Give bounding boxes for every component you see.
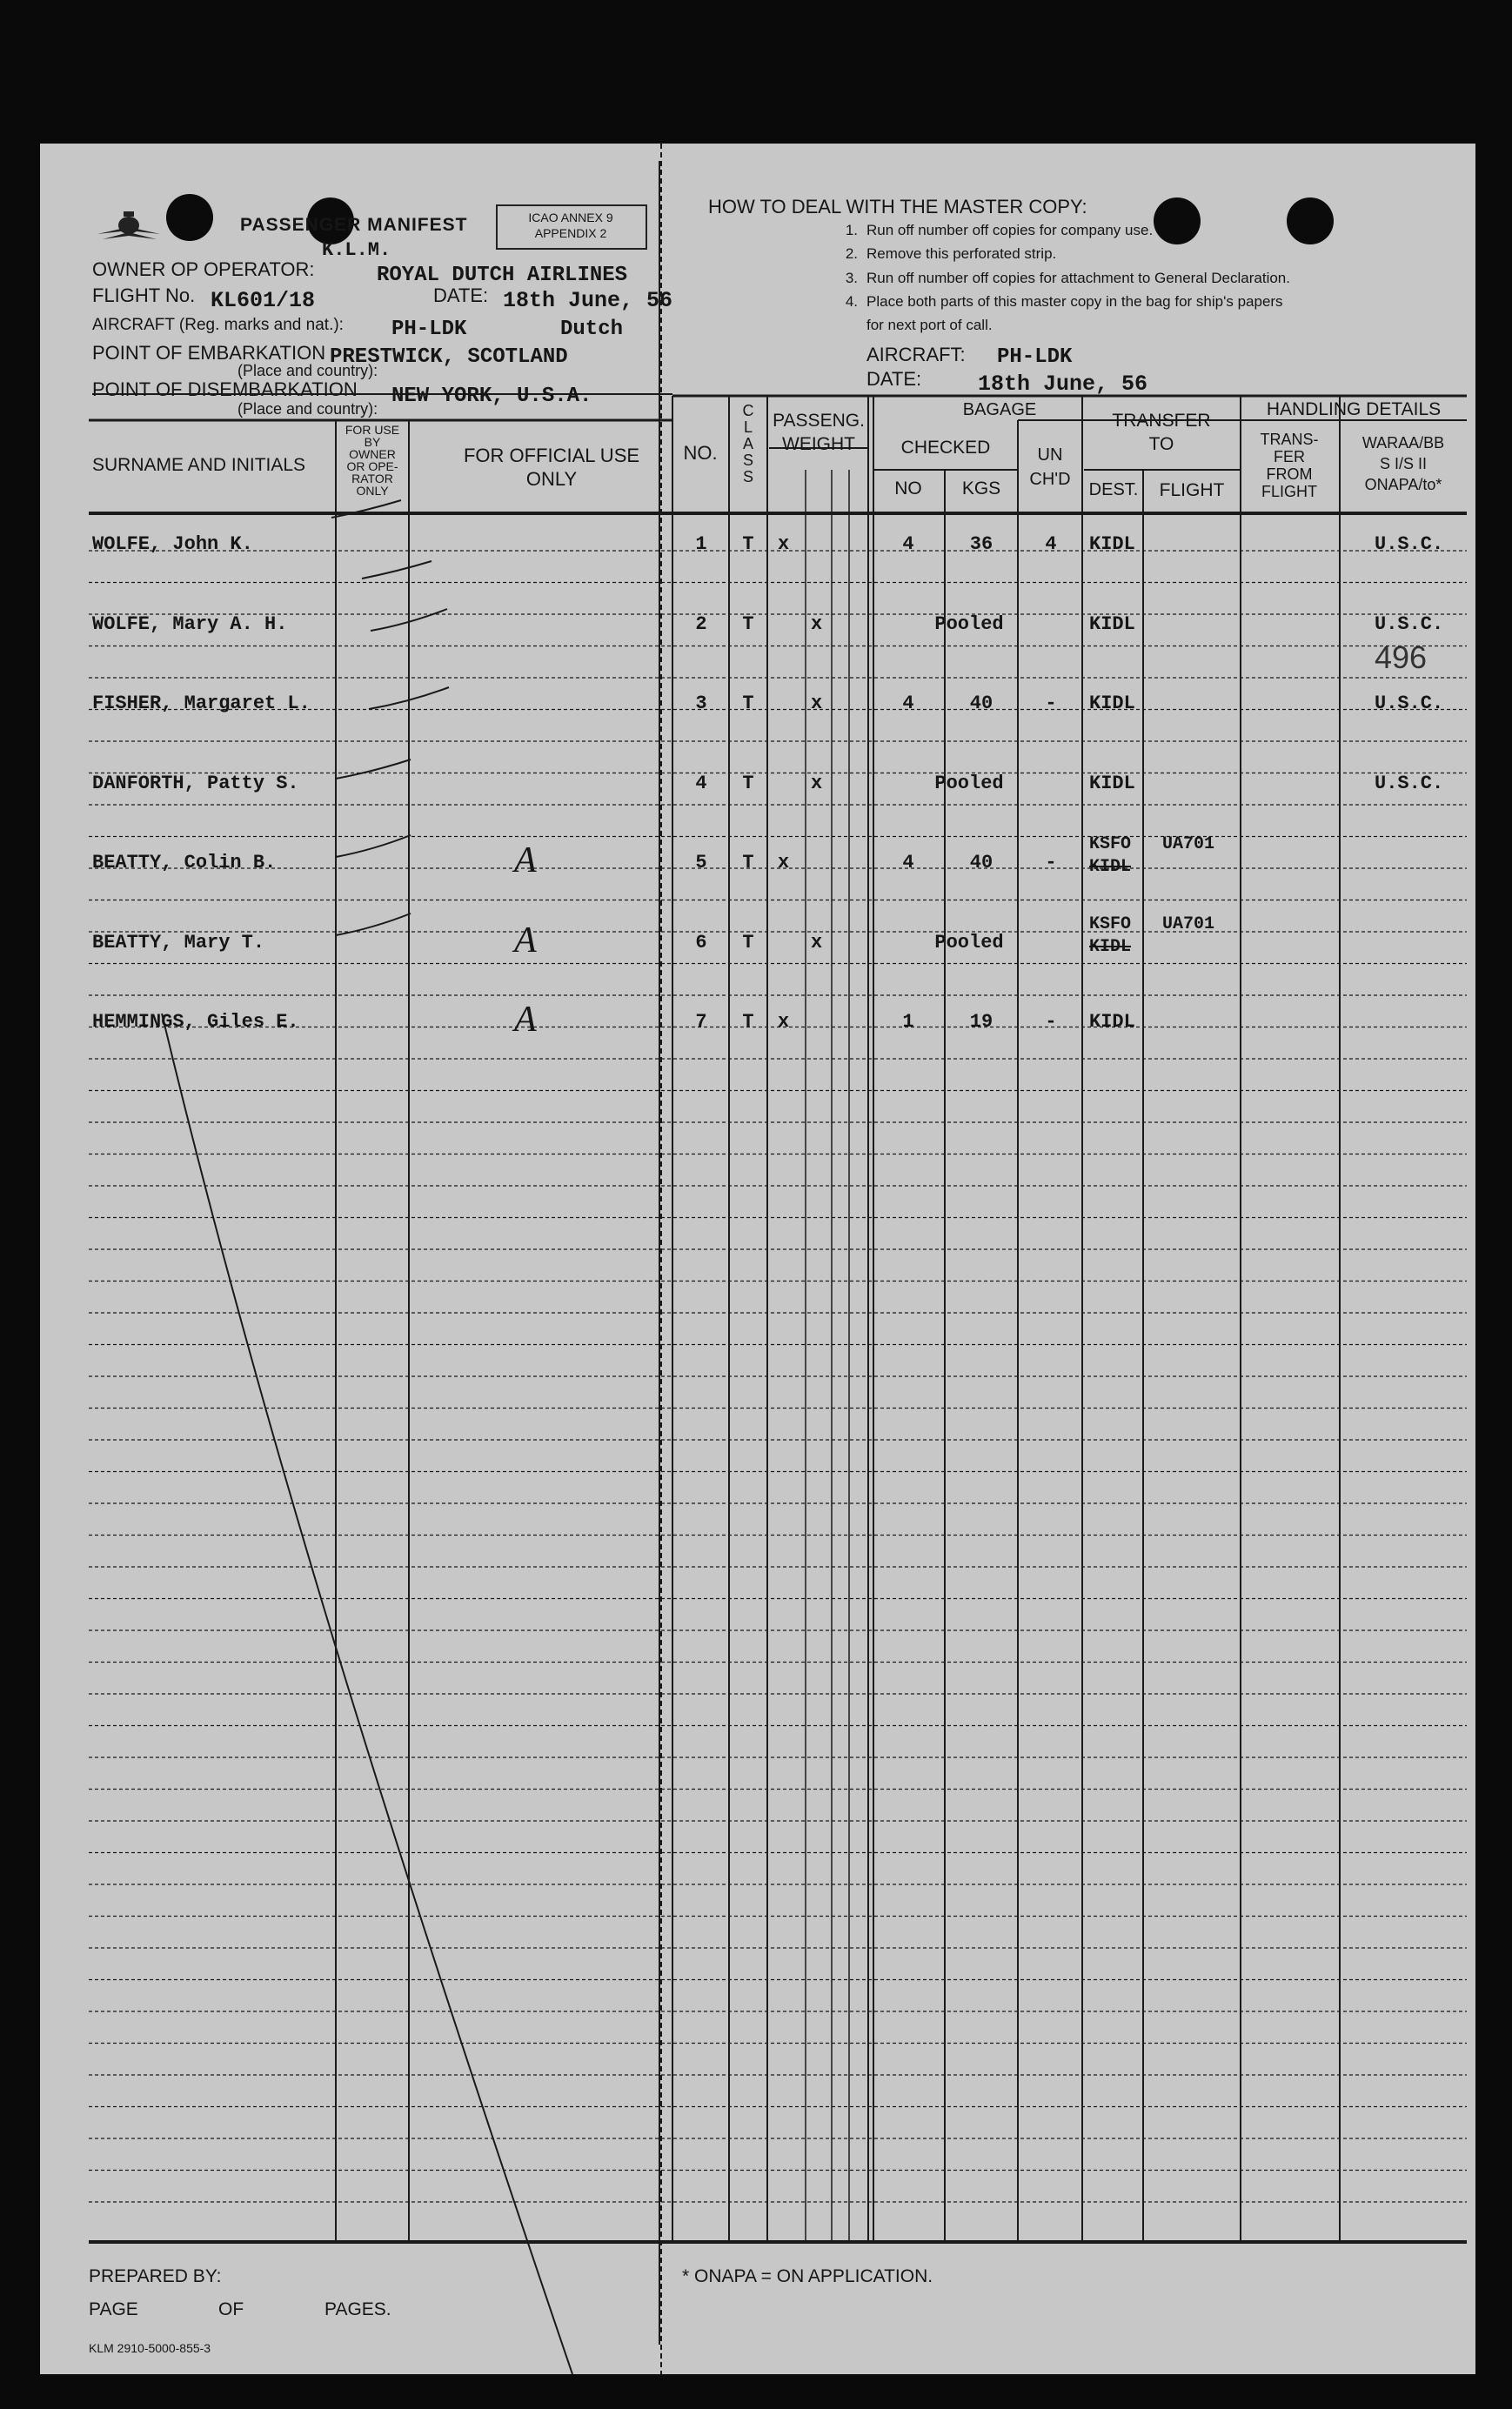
baggage-count: 4 (902, 533, 914, 555)
baggage-pooled: Pooled (934, 772, 1004, 794)
passenger-name: WOLFE, Mary A. H. (92, 612, 288, 635)
passenger-class: T (742, 852, 754, 873)
of-label: OF (218, 2299, 244, 2319)
baggage-unchecked: - (1045, 1011, 1057, 1033)
manifest-page (40, 144, 1475, 2374)
col-flight: FLIGHT (1159, 480, 1225, 500)
form-title: PASSENGER MANIFEST (240, 215, 468, 235)
passenger-number: 5 (695, 852, 707, 873)
aircraft-nationality: Dutch (560, 318, 624, 341)
operator-short: K.L.M. (322, 239, 391, 261)
icao-appendix: APPENDIX 2 (534, 226, 607, 240)
passenger-name: BEATTY, Mary T. (92, 931, 265, 954)
passenger-number: 1 (695, 533, 707, 555)
passenger-name: FISHER, Margaret L. (92, 693, 311, 714)
baggage-unchecked: 4 (1045, 533, 1057, 555)
baggage-kgs: 40 (969, 693, 994, 714)
baggage-kgs: 19 (969, 1011, 994, 1033)
instruction-text: for next port of call. (866, 317, 993, 333)
handling-code: U.S.C. (1375, 693, 1444, 714)
date-label: DATE: (433, 284, 489, 306)
passenger-number: 7 (695, 1011, 707, 1033)
icao-annex: ICAO ANNEX 9 (528, 211, 613, 224)
transfer-destination: KSFO (1089, 834, 1132, 854)
transfer-destination-struck: KIDL (1089, 936, 1132, 957)
baggage-kgs: 40 (969, 852, 994, 873)
punch-hole (1287, 197, 1334, 244)
handwritten-tick (336, 760, 411, 779)
instruction-text: Place both parts of this master copy in the bag for ship's papers (866, 293, 1283, 310)
punch-hole (1154, 197, 1201, 244)
col-waraa: WARAA/BB S I/S II ONAPA/to* (1361, 434, 1445, 493)
instr-date-value: 18th June, 56 (978, 371, 1148, 397)
passenger-class: T (742, 612, 754, 635)
embark-label: POINT OF EMBARKATION (92, 342, 326, 364)
baggage-count: 1 (902, 1011, 914, 1033)
transfer-destination-struck: KIDL (1089, 857, 1132, 877)
col-pass-weight: PASSENG. WEIGHT (773, 411, 865, 454)
passenger-class: T (742, 693, 754, 714)
col-trans-from: TRANS- FER FROM FLIGHT (1260, 431, 1319, 500)
instruction-number: 4. (845, 293, 858, 310)
baggage-pooled: Pooled (934, 612, 1004, 635)
weight-mark: x (811, 612, 823, 635)
handwritten-note-496: 496 (1375, 639, 1428, 675)
passenger-class: T (742, 533, 754, 555)
transfer-flight: UA701 (1162, 913, 1215, 934)
punch-hole (166, 194, 213, 241)
weight-mark: x (778, 852, 790, 873)
col-checked-no: NO (894, 478, 922, 499)
col-no: NO. (683, 442, 718, 464)
aircraft-label: AIRCRAFT (Reg. marks and nat.): (92, 316, 344, 334)
baggage-pooled: Pooled (934, 931, 1004, 954)
transfer-destination: KIDL (1089, 772, 1135, 794)
baggage-count: 4 (902, 852, 914, 873)
col-surname: SURNAME AND INITIALS (92, 455, 306, 475)
passenger-name: WOLFE, John K. (92, 533, 253, 555)
instr-aircraft-value: PH-LDK (997, 345, 1073, 369)
col-handling: HANDLING DETAILS (1266, 399, 1442, 419)
page-label: PAGE (89, 2299, 138, 2319)
passenger-class: T (742, 931, 754, 954)
transfer-destination: KIDL (1089, 612, 1135, 635)
col-for-use: FOR USE BY OWNER OR OPE- RATOR ONLY (345, 423, 400, 498)
embark-value: PRESTWICK, SCOTLAND (330, 345, 568, 369)
handling-code: U.S.C. (1375, 533, 1444, 555)
form-number: KLM 2910-5000-855-3 (89, 2341, 211, 2355)
flight-label: FLIGHT No. (92, 284, 196, 306)
owner-label: OWNER OP OPERATOR: (92, 258, 315, 280)
weight-mark: x (811, 772, 823, 794)
baggage-kgs: 36 (969, 533, 994, 555)
baggage-count: 4 (902, 693, 914, 714)
col-unchd: UN CH'D (1029, 445, 1071, 489)
passenger-number: 3 (695, 693, 707, 714)
instr-date-label: DATE: (866, 368, 922, 390)
instruction-text: Run off number off copies for attachment to General Declaration. (866, 270, 1290, 286)
handling-code: U.S.C. (1375, 612, 1444, 635)
handwritten-tick (362, 561, 432, 579)
passenger-class: T (742, 772, 754, 794)
transfer-destination: KIDL (1089, 1011, 1135, 1033)
passenger-name: BEATTY, Colin B. (92, 852, 277, 873)
instruction-number: 2. (845, 245, 858, 262)
col-class: C L A S S (742, 402, 754, 485)
instruction-text: Remove this perforated strip. (866, 245, 1057, 262)
instructions-title: HOW TO DEAL WITH THE MASTER COPY: (708, 196, 1087, 217)
instr-aircraft-label: AIRCRAFT: (866, 344, 966, 365)
col-dest: DEST. (1088, 480, 1139, 499)
aircraft-value: PH-LDK (391, 318, 467, 341)
official-mark: A (514, 1000, 537, 1040)
flight-value: KL601/18 (211, 288, 316, 313)
weight-mark: x (778, 533, 790, 555)
official-mark: A (514, 920, 537, 960)
instruction-text: Run off number off copies for company use. (866, 222, 1154, 238)
disembark-value: NEW YORK, U.S.A. (391, 385, 592, 408)
passenger-name: HEMMINGS, Giles E. (92, 1011, 299, 1033)
disembark-label: POINT OF DISEMBARKATION (92, 378, 358, 400)
pages-label: PAGES. (324, 2299, 391, 2319)
passenger-number: 4 (695, 772, 707, 794)
passenger-number: 6 (695, 931, 707, 954)
date-value: 18th June, 56 (503, 288, 673, 313)
baggage-unchecked: - (1045, 693, 1057, 714)
col-transfer: TRANSFER TO (1112, 411, 1211, 454)
transfer-destination: KSFO (1089, 913, 1132, 934)
transfer-destination: KIDL (1089, 533, 1135, 555)
embark-place-label: (Place and country): (238, 362, 378, 379)
transfer-flight: UA701 (1162, 834, 1215, 854)
weight-mark: x (811, 693, 823, 714)
passenger-name: DANFORTH, Patty S. (92, 772, 299, 794)
prepared-by-label: PREPARED BY: (89, 2266, 222, 2286)
disembark-place-label: (Place and country): (238, 400, 378, 418)
instruction-number: 1. (845, 222, 858, 238)
transfer-destination: KIDL (1089, 693, 1135, 714)
instruction-number: 3. (845, 270, 858, 286)
col-checked-kgs: KGS (961, 478, 1001, 499)
onapa-note: * ONAPA = ON APPLICATION. (682, 2266, 933, 2286)
weight-mark: x (811, 931, 823, 954)
owner-value: ROYAL DUTCH AIRLINES (377, 264, 628, 287)
handling-code: U.S.C. (1375, 772, 1444, 794)
col-checked: CHECKED (900, 438, 991, 458)
handwritten-tick (336, 835, 411, 857)
klm-crown-logo-icon (96, 208, 165, 256)
official-mark: A (514, 840, 537, 880)
passenger-class: T (742, 1011, 754, 1033)
col-baggage: BAGAGE (962, 400, 1037, 419)
weight-mark: x (778, 1011, 790, 1033)
col-official: FOR OFFICIAL USE ONLY (463, 445, 640, 490)
baggage-unchecked: - (1045, 852, 1057, 873)
passenger-number: 2 (695, 612, 707, 635)
